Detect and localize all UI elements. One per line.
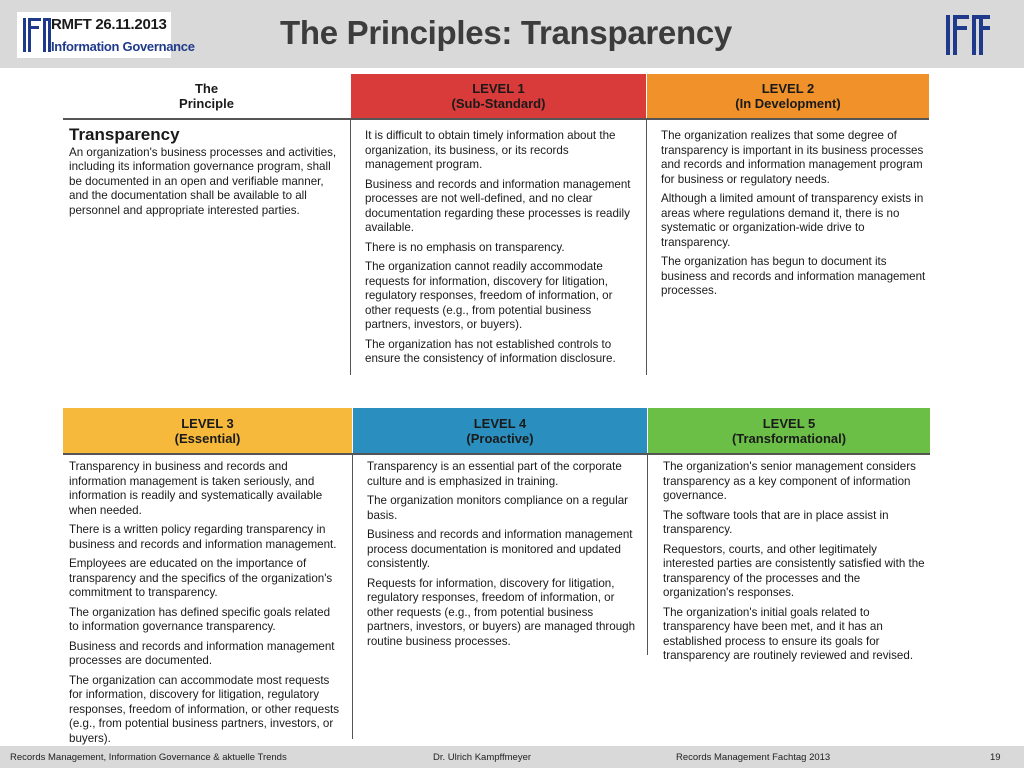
- slide-title: The Principles: Transparency: [280, 14, 732, 51]
- rmft-logo: [17, 12, 195, 58]
- project-consult-corner-logo-icon: [944, 14, 992, 56]
- upper-header-rule: [63, 118, 929, 120]
- page-number: 19: [990, 752, 1001, 763]
- level3-item: Employees are educated on the importance of transparency and the specifics of the organization's commitment to transparency.: [69, 557, 333, 599]
- footer-event: Records Management Fachtag 2013: [676, 752, 831, 763]
- level1-item: It is difficult to obtain timely information about the organization, its business, or its records management program.: [365, 129, 616, 171]
- level1-header: [351, 74, 646, 118]
- level5-header: [648, 408, 930, 453]
- lower-divider-1: [352, 455, 353, 739]
- level3-title: LEVEL 3: [181, 415, 234, 431]
- level5-item: The organization's senior management considers transparency as a key component of information governance.: [663, 460, 916, 502]
- level2-item: The organization has begun to document its business and records and information management processes.: [661, 255, 926, 297]
- level2-cell: [661, 129, 929, 304]
- level2-title: LEVEL 2: [761, 81, 815, 96]
- lower-divider-2: [647, 455, 648, 655]
- level3-subtitle: (Essential): [174, 430, 241, 446]
- level4-cell: [367, 460, 637, 654]
- principle-header: [63, 74, 350, 118]
- level4-title: LEVEL 4: [473, 415, 527, 431]
- logo-event-date: RMFT 26.11.2013: [51, 16, 167, 33]
- level1-item: Business and records and information management processes are not well-defined, and no clear documentation regarding these processes is readily available.: [365, 177, 631, 234]
- principle-name: Transparency: [69, 125, 180, 144]
- principle-cell: [69, 125, 341, 223]
- level1-title: LEVEL 1: [472, 81, 525, 96]
- level4-item: Requests for information, discovery for litigation, regulatory responses, freedom of information, or other requests (e.g., from potential business partners, investors, or buyers) are managed through routine business processes.: [367, 576, 636, 648]
- principle-description: An organization's business processes and activities, including its information governance program, shall be documented in an open and verifiable manner, and the documentation shall be available to all personnel and appropriate interested parties.: [69, 145, 337, 217]
- title-bar: [0, 0, 1024, 68]
- level4-item: Transparency is an essential part of the corporate culture and is emphasized in training.: [367, 460, 622, 488]
- level3-item: Business and records and information management processes are documented.: [69, 639, 335, 667]
- footer-author: Dr. Ulrich Kampffmeyer: [433, 752, 532, 763]
- upper-divider-1: [350, 120, 351, 375]
- level2-item: Although a limited amount of transparency exists in areas where regulations demand it, there is no systematic or organization-wide drive to transparency.: [661, 192, 924, 249]
- level1-item: The organization has not established controls to ensure the consistency of information disclosure.: [365, 337, 616, 365]
- level5-title: LEVEL 5: [762, 415, 816, 431]
- level3-header: [63, 408, 352, 453]
- principle-header-line1: The: [194, 81, 219, 96]
- level3-item: The organization can accommodate most requests for information, discovery for litigation, regulatory responses, freedom of information, or other requests (e.g., from potential business partners, investors, or buyers).: [69, 673, 340, 745]
- principle-header-line2: Principle: [179, 96, 234, 111]
- level5-item: The software tools that are in place assist in transparency.: [663, 508, 889, 536]
- level4-item: The organization monitors compliance on a regular basis.: [367, 494, 629, 522]
- lower-header-rule: [63, 453, 930, 455]
- level3-item: There is a written policy regarding transparency in business and records and information management.: [69, 523, 337, 551]
- level5-subtitle: (Transformational): [731, 430, 847, 446]
- level2-item: The organization realizes that some degree of transparency is important in its business processes and records and information management program for business or regulatory needs.: [661, 129, 924, 186]
- project-consult-logo-icon: [21, 16, 53, 54]
- level5-item: The organization's initial goals related to transparency have been met, and it has an established process to ensure its goals for transparency are routinely reviewed and revised.: [663, 605, 914, 662]
- logo-subtitle: Information Governance: [51, 39, 195, 54]
- level3-item: The organization has defined specific goals related to information governance transparency.: [69, 605, 331, 633]
- level3-cell: [69, 460, 341, 751]
- level4-item: Business and records and information management process documentation is monitored and updated consistently.: [367, 528, 633, 570]
- level5-item: Requestors, courts, and other legitimately interested parties are consistently satisfied with the transparency of the processes and the organization's responses.: [663, 542, 925, 599]
- level1-cell: [365, 129, 637, 372]
- level5-cell: [663, 460, 931, 669]
- level2-subtitle: (In Development): [735, 96, 841, 111]
- footer-bar: [0, 746, 1024, 768]
- level1-subtitle: (Sub-Standard): [451, 96, 546, 111]
- upper-divider-2: [646, 120, 647, 375]
- level3-item: Transparency in business and records and information management is taken seriously, and information is readily and systematically available when needed.: [69, 460, 323, 517]
- level4-header: [353, 408, 647, 453]
- level2-header: [647, 74, 929, 118]
- level1-item: The organization cannot readily accommodate requests for information, discovery for litigation, regulatory responses, freedom of information, or other requests (e.g., from potential business partners, investors, or buyers).: [365, 260, 613, 331]
- footer-topic: Records Management, Information Governance & aktuelle Trends: [10, 752, 287, 763]
- level1-item: There is no emphasis on transparency.: [365, 240, 565, 254]
- level4-subtitle: (Proactive): [466, 430, 534, 446]
